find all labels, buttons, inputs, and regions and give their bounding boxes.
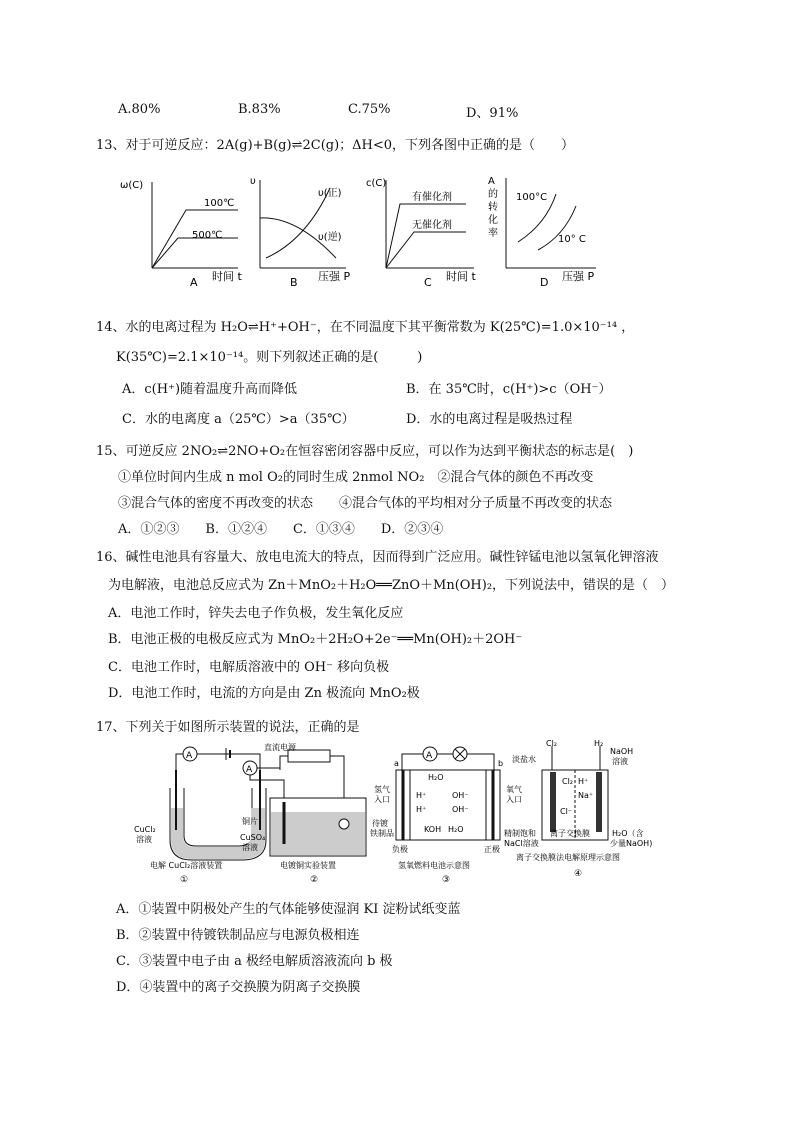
svg-text:C: C [424,276,432,289]
svg-text:H⁺: H⁺ [416,805,427,814]
q13-stem: 13、对于可逆反应：2A(g)+B(g)⇌2C(g)；ΔH<0，下列各图中正确的是（ ） [96,138,575,153]
q17-stem: 17、下列关于如图所示装置的说法，正确的是 [96,720,360,735]
q16-option-d: D．电池工作时，电流的方向是由 Zn 极流向 MnO₂极 [108,686,420,701]
graph-c [366,178,476,289]
q16-stem-1: 16、碱性电池具有容量大、放电电流大的特点，因而得到广泛应用。碱性锌锰电池以氢氧化钾溶液 [96,550,659,565]
q16-option-c: C．电池工作时，电解质溶液中的 OH⁻ 移向负极 [108,660,390,675]
svg-text:压强 P: 压强 P [318,270,351,283]
q16-option-a: A．电池工作时，锌失去电子作负极，发生氧化反应 [108,606,404,621]
q15-line-2: ③混合气体的密度不再改变的状态 ④混合气体的平均相对分子质量不再改变的状态 [118,496,613,511]
q16-option-b: B．电池正极的电极反应式为 MnO₂＋2H₂O+2e⁻══Mn(OH)₂＋2OH⁻ [108,632,523,647]
svg-text:NaOH: NaOH [610,747,634,756]
svg-text:溶液: 溶液 [136,835,152,844]
svg-text:直流电源: 直流电源 [264,743,296,752]
svg-text:时间 t: 时间 t [212,270,242,283]
svg-text:溶液: 溶液 [612,757,628,766]
svg-text:无催化剂: 无催化剂 [412,220,452,231]
q12-option-a: A.80% [118,102,161,117]
svg-text:离子交换膜法电解原理示意图: 离子交换膜法电解原理示意图 [516,853,620,862]
svg-text:D: D [540,276,549,289]
q12-option-d: D、91% [466,106,519,121]
svg-text:铜片: 铜片 [242,817,258,826]
svg-text:A: A [246,765,253,775]
svg-text:③: ③ [442,875,451,885]
svg-text:A: A [426,751,433,761]
svg-text:Cl₂: Cl₂ [562,777,574,786]
svg-text:精制饱和: 精制饱和 [504,829,536,838]
svg-text:100°C: 100°C [516,192,548,203]
svg-text:②: ② [310,875,319,885]
svg-text:的: 的 [488,189,498,200]
svg-text:υ(正): υ(正) [318,188,342,199]
svg-text:离子交换膜: 离子交换膜 [550,829,590,838]
svg-text:c(C): c(C) [366,178,387,189]
svg-text:Cl₂: Cl₂ [546,740,558,748]
graph-d [488,176,596,289]
svg-text:有催化剂: 有催化剂 [412,192,452,203]
graph-b [250,176,350,289]
svg-text:铁制品: 铁制品 [370,829,394,838]
svg-text:化: 化 [488,215,498,226]
q17-apparatus [130,740,670,890]
q14-option-b: B．在 35℃时，c(H⁺)>c（OH⁻） [406,382,612,397]
svg-text:溶液: 溶液 [242,843,258,852]
q14-option-c: C．水的电离度 a（25℃）>a（35℃） [122,412,355,427]
svg-text:a: a [394,759,399,768]
svg-text:OH⁻: OH⁻ [452,805,469,814]
svg-text:氧气: 氧气 [506,785,522,794]
svg-text:入口: 入口 [506,795,522,804]
svg-text:率: 率 [488,228,498,239]
q15-stem: 15、可逆反应 2NO₂⇌2NO+O₂在恒容密闭容器中反应，可以作为达到平衡状态的标志是( ) [96,444,634,459]
svg-text:H⁺: H⁺ [416,791,427,800]
svg-text:υ(逆): υ(逆) [318,232,342,243]
svg-text:压强 P: 压强 P [562,270,595,283]
svg-text:氢气: 氢气 [374,785,390,794]
svg-text:④: ④ [574,869,583,879]
svg-text:CuSO₄: CuSO₄ [240,833,266,842]
svg-text:电解 CuCl₂溶液装置: 电解 CuCl₂溶液装置 [150,861,223,870]
svg-text:H₂O: H₂O [428,773,444,782]
q14-stem-1: 14、水的电离过程为 H₂O⇌H⁺+OH⁻，在不同温度下其平衡常数为 K(25℃)=1.0×10⁻¹⁴ ， [96,320,635,335]
svg-text:Na⁺: Na⁺ [578,791,594,800]
q14-option-d: D．水的电离过程是吸热过程 [406,412,573,427]
q14-stem-2: K(35℃)=2.1×10⁻¹⁴。则下列叙述正确的是( ) [116,350,423,365]
q15-line-1: ①单位时间内生成 n mol O₂的同时生成 2nmol NO₂ ②混合气体的颜色不再改变 [118,470,594,485]
svg-text:A: A [190,276,198,289]
svg-text:A: A [186,751,193,761]
svg-text:OH⁻: OH⁻ [452,791,469,800]
q16-stem-2: 为电解液，电池总反应式为 Zn＋MnO₂＋H₂O══ZnO＋Mn(OH)₂，下列说法中，错误的是（ ） [108,578,675,593]
svg-text:H⁺: H⁺ [578,777,589,786]
q17-option-a: A．①装置中阴极处产生的气体能够使湿润 KI 淀粉试纸变蓝 [116,902,461,917]
svg-text:CuCl₂: CuCl₂ [134,825,156,834]
svg-text:淡盐水: 淡盐水 [512,755,536,764]
svg-text:转: 转 [488,202,498,213]
svg-text:待镀: 待镀 [372,819,388,828]
svg-text:少量NaOH): 少量NaOH) [610,839,653,848]
q17-option-d: D．④装置中的离子交换膜为阴离子交换膜 [116,980,361,995]
svg-text:氢氧燃料电池示意图: 氢氧燃料电池示意图 [398,861,470,870]
q15-options: A．①②③ B．①②④ C．①③④ D．②③④ [118,522,444,537]
q17-option-b: B．②装置中待镀铁制品应与电源负极相连 [116,928,360,943]
svg-text:电镀铜实验装置: 电镀铜实验装置 [280,861,336,870]
svg-text:ω(C): ω(C) [120,180,144,191]
q14-option-a: A．c(H⁺)随着温度升高而降低 [122,382,298,397]
svg-text:①: ① [180,875,189,885]
svg-text:KOH: KOH [424,825,442,834]
fig4-membrane-cell [504,740,652,879]
q12-option-b: B.83% [238,102,281,117]
q17-option-c: C．③装置中电子由 a 极经电解质溶液流向 b 极 [116,954,393,969]
fig3-fuel-cell [374,747,522,885]
svg-text:Cl⁻: Cl⁻ [560,807,573,816]
svg-text:B: B [290,276,298,289]
svg-text:500℃: 500℃ [192,230,223,241]
svg-text:H₂O（含: H₂O（含 [612,829,644,838]
svg-text:υ: υ [250,176,256,187]
svg-text:100℃: 100℃ [204,198,235,209]
svg-text:H₂: H₂ [594,740,604,748]
svg-text:入口: 入口 [374,795,390,804]
svg-text:正极: 正极 [484,845,500,854]
svg-text:A: A [488,176,495,187]
svg-text:10° C: 10° C [558,234,586,245]
q13-graphs [116,170,616,292]
svg-text:负极: 负极 [392,845,408,854]
q12-option-c: C.75% [348,102,391,117]
svg-text:时间 t: 时间 t [446,270,476,283]
svg-text:H₂O: H₂O [448,825,464,834]
svg-text:NaCl溶液: NaCl溶液 [504,839,539,848]
graph-a [120,180,242,289]
svg-text:b: b [498,759,504,768]
